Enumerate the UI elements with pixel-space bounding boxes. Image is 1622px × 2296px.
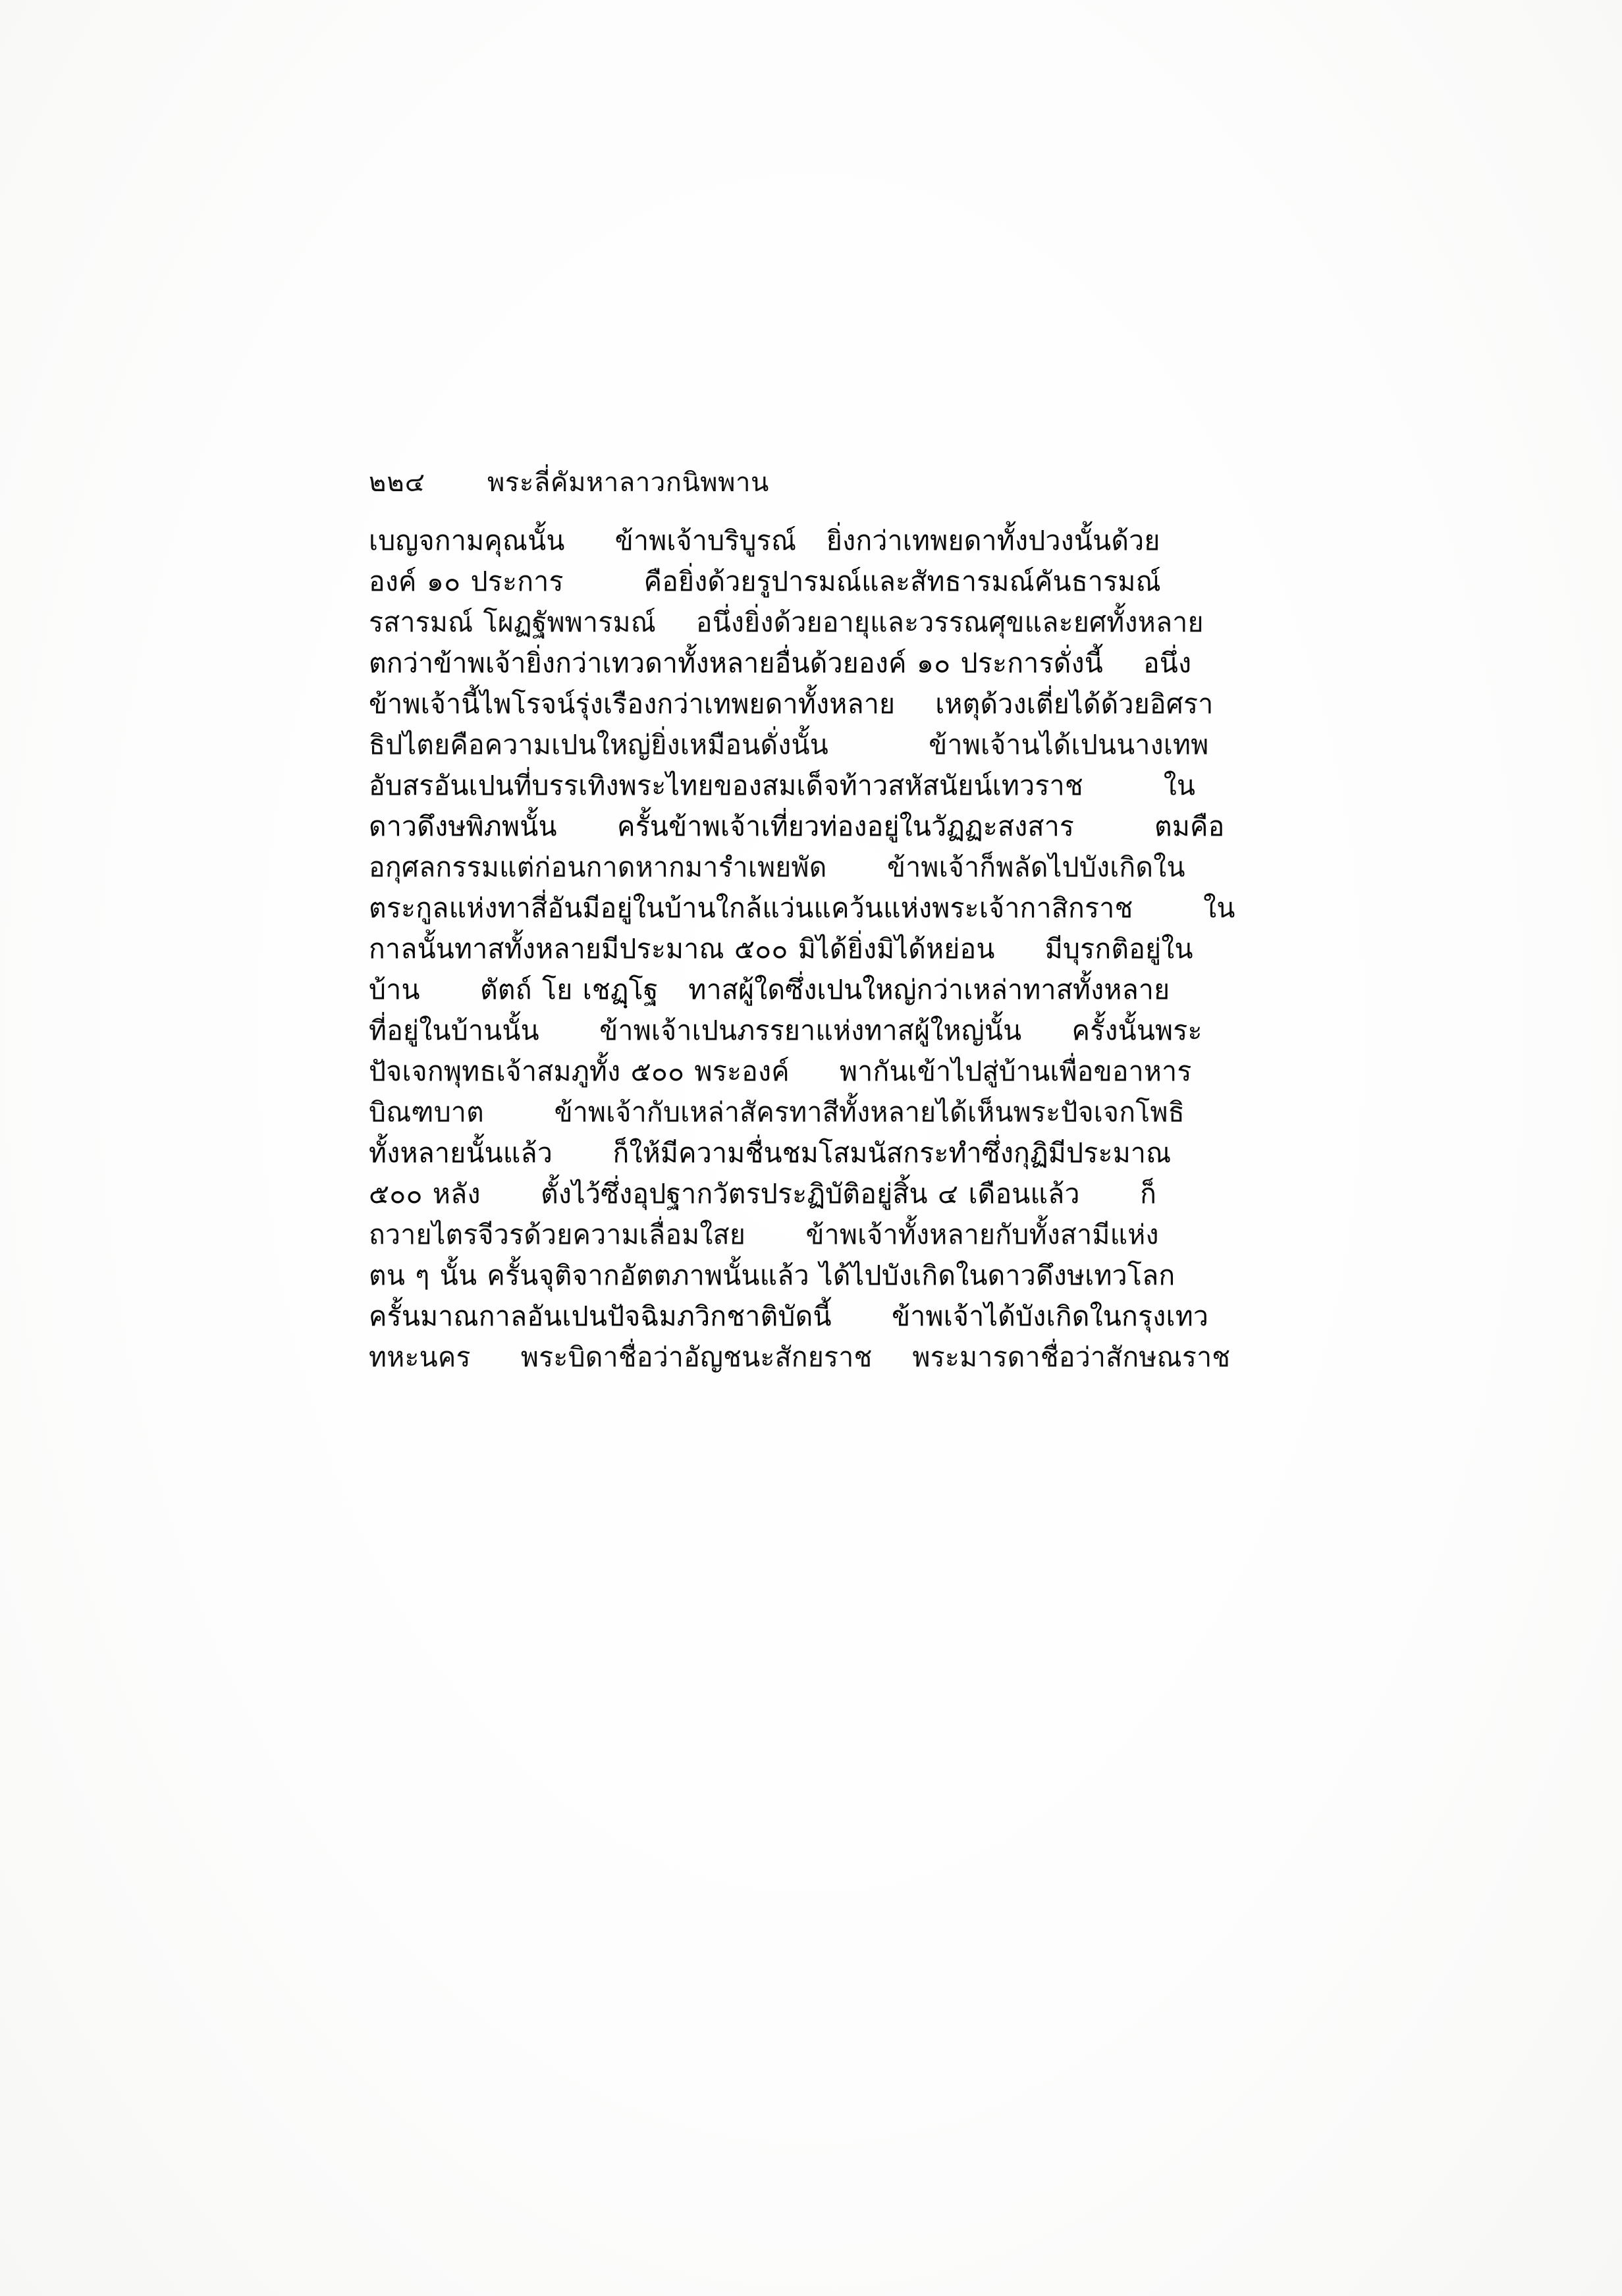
text-line: ตน ๆ นั้น ครั้นจุติจากอัตตภาพนั้นแล้ว ได้ไปบังเกิดในดาวดึงษเทวโลก [369,1260,1176,1291]
text-line: ๕๐๐ หลัง ตั้งไว้ซึ่งอุปฐากวัตรประฏิบัติอยู่สิ้น ๔ เดือนแล้ว ก็ [369,1178,1157,1210]
text-line: ธิปไตยคือความเปนใหญ่ยิ่งเหมือนดั่งนั้น ข้าพเจ้านได้เปนนางเทพ [369,729,1209,761]
text-line: ถวายไตรจีวรด้วยความเลื่อมใสย ข้าพเจ้าทั้งหลายกับทั้งสามีแห่ง [369,1219,1159,1250]
text-line: ทหะนคร พระบิดาชื่อว่าอัญชนะสักยราช พระมารดาชื่อว่าสักษณราช [369,1341,1231,1373]
text-line: บ้าน ตัตถ์ โย เชฏฺโฐ ทาสผู้ใดซึ่งเปนใหญ่กว่าเหล่าทาสทั้งหลาย [369,974,1170,1005]
text-line: ครั้นมาณกาลอันเปนปัจฉิมภวิกชาติบัดนี้ ข้าพเจ้าได้บังเกิดในกรุงเทว [369,1300,1209,1332]
running-head-title: พระลี่คัมหาลาวกนิพพาน [487,467,769,498]
text-line: ตกว่าข้าพเจ้ายิ่งกว่าเทวดาทั้งหลายอื่นด้วยองค์ ๑๐ ประการดั่งนี้ อนึ่ง [369,647,1192,679]
page-content [369,461,1291,1377]
text-line: ที่อยู่ในบ้านนั้น ข้าพเจ้าเปนภรรยาแห่งทาสผู้ใหญ่นั้น ครั้งนั้นพระ [369,1015,1203,1046]
text-line: รสารมณ์ โผฏฐัพพารมณ์ อนึ่งยิ่งด้วยอายุและวรรณศุขและยศทั้งหลาย [369,606,1204,638]
text-line: ทั้งหลายนั้นแล้ว ก็ให้มีความชื่นชมโสมนัสกระทำซึ่งกุฏิมีประมาณ [369,1137,1172,1169]
page-header [369,461,1291,503]
text-line: ข้าพเจ้านี้ไพโรจน์รุ่งเรืองกว่าเทพยดาทั้งหลาย เหตุด้วงเตี่ยได้ด้วยอิศรา [369,688,1214,720]
text-line: ดาวดึงษพิภพนั้น ครั้นข้าพเจ้าเที่ยวท่องอยู่ในวัฏฏะสงสาร ตมคือ [369,811,1225,842]
text-line: อับสรอันเปนที่บรรเทิงพระไทยของสมเด็จท้าวสหัสนัยน์เทวราช ใน [369,770,1196,801]
text-line: ปัจเจกพุทธเจ้าสมภูทั้ง ๕๐๐ พระองค์ พากันเข้าไปสู่บ้านเพื่อขอาหาร [369,1055,1192,1087]
text-line: เบญจกามคุณนั้น ข้าพเจ้าบริบูรณ์ ยิ่งกว่าเทพยดาทั้งปวงนั้นด้วย [369,525,1160,556]
text-line: บิณฑบาต ข้าพเจ้ากับเหล่าสัครทาสีทั้งหลายได้เห็นพระปัจเจกโพธิ [369,1096,1185,1128]
text-line: ตระกูลแห่งทาสี่อันมีอยู่ในบ้านใกล้แว่นแคว้นแห่งพระเจ้ากาสิกราช ใน [369,892,1235,924]
page-number: ๒๒๔ [369,467,426,498]
text-line: กาลนั้นทาสทั้งหลายมีประมาณ ๕๐๐ มิได้ยิ่งมิได้หย่อน มีบุรกติอยู่ใน [369,933,1193,965]
text-line: อกุศลกรรมแต่ก่อนกาดหากมารำเพยพัด ข้าพเจ้าก็พลัดไปบังเกิดใน [369,851,1185,883]
body-text-block [369,520,1291,1377]
text-line: องค์ ๑๐ ประการ คือยิ่งด้วยรูปารมณ์และสัทธารมณ์คันธารมณ์ [369,566,1161,597]
